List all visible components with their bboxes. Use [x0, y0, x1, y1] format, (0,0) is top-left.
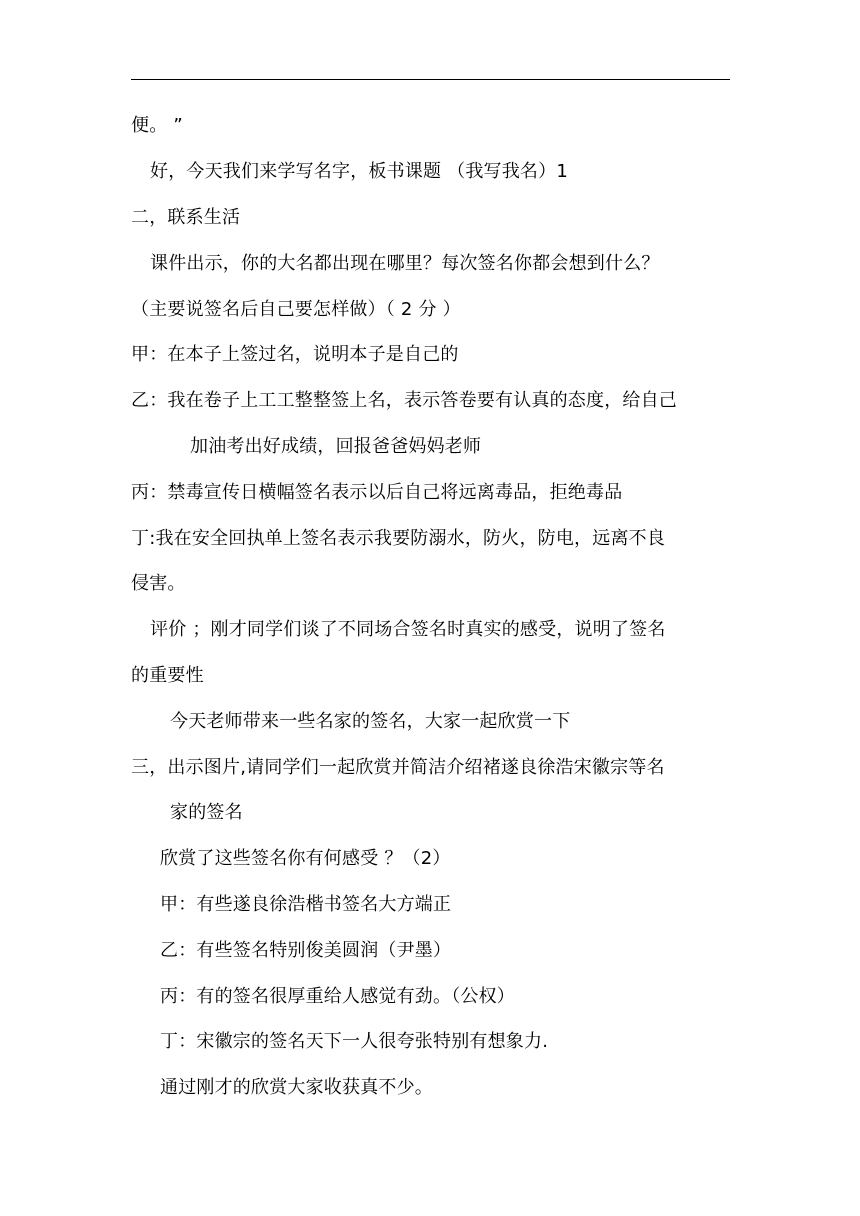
text-line-7: 乙：我在卷子上工工整整签上名，表示答卷要有认真的态度，给自己	[131, 390, 677, 411]
text-line-1: 便。 ”	[131, 115, 183, 136]
text-line-8: 加油考出好成绩，回报爸爸妈妈老师	[190, 436, 482, 457]
text-line-5: （主要说签名后自己要怎样做）（ 2 分 ）	[131, 299, 461, 320]
text-line-10: 丁:我在安全回执单上签名表示我要防溺水，防火，防电，远离不良	[131, 528, 666, 549]
section-heading-3: 三，出示图片,请同学们一起欣赏并简洁介绍褚遂良徐浩宋徽宗等名	[131, 757, 665, 778]
text-line-13: 的重要性	[131, 665, 204, 686]
text-line-21: 丁：宋徽宗的签名天下一人很夸张特别有想象力.	[160, 1031, 549, 1052]
text-line-20: 丙：有的签名很厚重给人感觉有劲。（公权）	[160, 986, 515, 1007]
text-line-9: 丙：禁毒宣传日横幅签名表示以后自己将远离毒品，拒绝毒品	[131, 482, 623, 503]
text-line-6: 甲：在本子上签过名，说明本子是自己的	[131, 344, 459, 365]
section-heading-2: 二，联系生活	[131, 207, 241, 228]
text-line-14: 今天老师带来一些名家的签名，大家一起欣赏一下	[170, 711, 571, 732]
text-line-19: 乙：有些签名特别俊美圆润（尹墨）	[160, 940, 452, 961]
text-line-18: 甲：有些遂良徐浩楷书签名大方端正	[160, 894, 452, 915]
text-line-17: 欣赏了这些签名你有何感受 ？（2）	[160, 848, 451, 869]
text-line-4: 课件出示，你的大名都出现在哪里？每次签名你都会想到什么？	[150, 253, 660, 274]
text-line-11: 侵害。	[131, 573, 186, 594]
header-rule	[131, 79, 730, 80]
text-line-22: 通过刚才的欣赏大家收获真不少。	[160, 1077, 433, 1098]
text-line-2: 好，今天我们来学写名字，板书课题 （我写我名）1	[150, 161, 568, 182]
text-line-16: 家的签名	[170, 802, 243, 823]
text-line-12: 评价 ；刚才同学们谈了不同场合签名时真实的感受，说明了签名	[150, 619, 666, 640]
